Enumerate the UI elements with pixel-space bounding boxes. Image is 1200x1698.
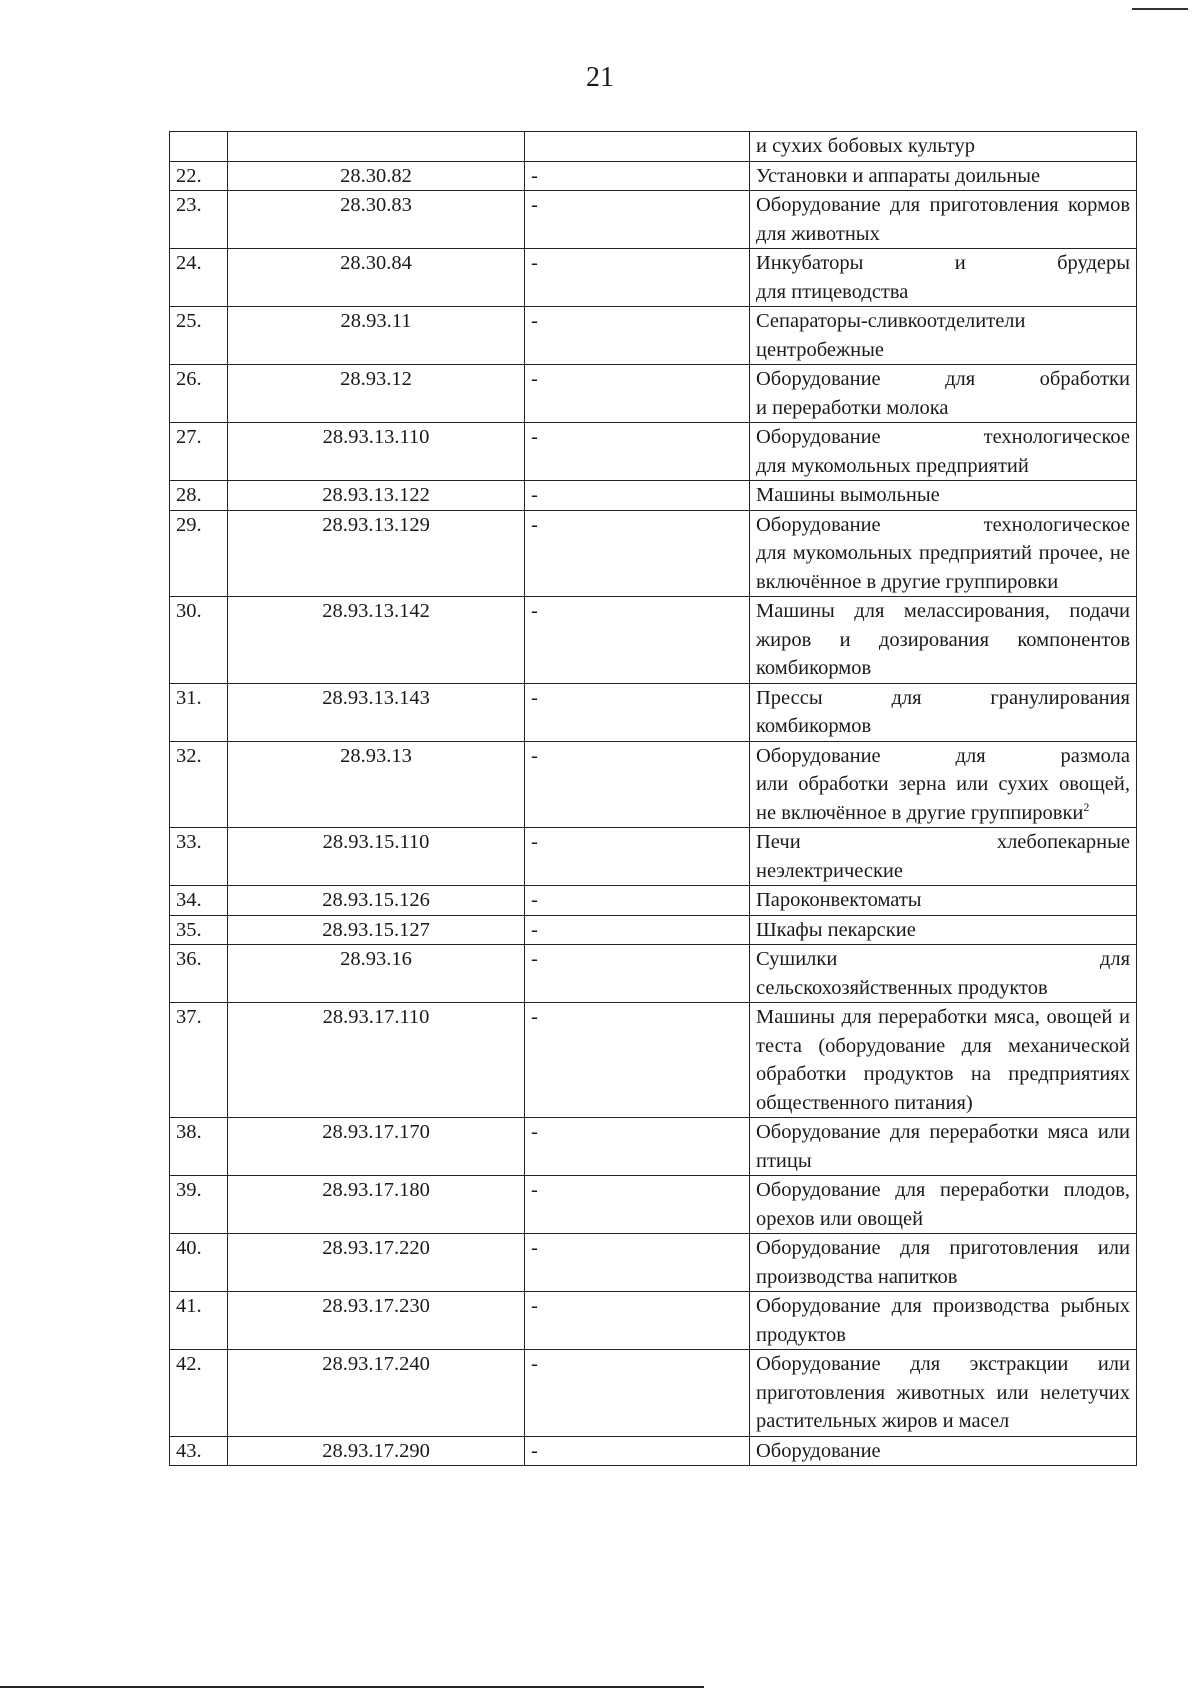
okpd-code: 28.93.17.290 (228, 1436, 525, 1466)
okpd-code: 28.93.11 (228, 307, 525, 365)
table-row (170, 915, 1137, 945)
table-row (170, 161, 1137, 191)
item-name: Машины для переработки мяса, овощей и теста (оборудование для механической обработки продуктов на предприятиях общественного питания) (750, 1003, 1137, 1118)
table-row (170, 191, 1137, 249)
row-number: 26. (170, 365, 228, 423)
item-name (750, 365, 1137, 423)
item-name: Оборудование для приготовления кормов для животных (750, 191, 1137, 249)
row-number: 39. (170, 1176, 228, 1234)
okpd-code: 28.93.13.143 (228, 683, 525, 741)
item-name-line: Оборудование для размола (756, 744, 1130, 767)
item-name-line: неэлектрические (756, 859, 903, 882)
table-row (170, 423, 1137, 481)
row-number: 24. (170, 249, 228, 307)
item-name (750, 249, 1137, 307)
item-name-line: центробежные (756, 338, 885, 361)
item-name-line: Оборудование технологическое (756, 513, 1130, 536)
okpd-code: 28.93.15.110 (228, 828, 525, 886)
item-name: Оборудование (750, 1436, 1137, 1466)
row-number: 35. (170, 915, 228, 945)
table-row (170, 249, 1137, 307)
row-number: 41. (170, 1292, 228, 1350)
okpd-code: 28.93.17.170 (228, 1118, 525, 1176)
row-dash: - (525, 828, 750, 886)
table-row (170, 365, 1137, 423)
row-number: 30. (170, 597, 228, 684)
row-dash: - (525, 1118, 750, 1176)
item-name: Пароконвектоматы (750, 886, 1137, 916)
equipment-table (169, 131, 1137, 1466)
item-name: Оборудование для экстракции или приготовления животных или нелетучих растительных жиров и масел (750, 1350, 1137, 1437)
okpd-code: 28.93.13.142 (228, 597, 525, 684)
row-dash: - (525, 945, 750, 1003)
row-dash: - (525, 191, 750, 249)
table-row (170, 1176, 1137, 1234)
item-name: Шкафы пекарские (750, 915, 1137, 945)
item-name-line: и переработки молока (756, 396, 949, 419)
row-dash: - (525, 365, 750, 423)
table-row (170, 132, 1137, 162)
bottom-edge-rule (0, 1686, 704, 1688)
row-number: 23. (170, 191, 228, 249)
table-row (170, 597, 1137, 684)
okpd-code: 28.93.16 (228, 945, 525, 1003)
item-name-text: или обработки зерна или сухих овощей, не включённое в другие группировки (756, 773, 1130, 824)
table-row (170, 1003, 1137, 1118)
row-dash: - (525, 1003, 750, 1118)
item-name (750, 510, 1137, 597)
row-number: 43. (170, 1436, 228, 1466)
row-number: 29. (170, 510, 228, 597)
table-row (170, 307, 1137, 365)
table-row (170, 1350, 1137, 1437)
row-number: 22. (170, 161, 228, 191)
row-number: 34. (170, 886, 228, 916)
table-row (170, 828, 1137, 886)
row-dash: - (525, 915, 750, 945)
item-name-line: Сушилки для (756, 948, 1130, 970)
row-dash: - (525, 1292, 750, 1350)
row-number (170, 132, 228, 162)
table-row (170, 481, 1137, 511)
item-name-line: для птицеводства (756, 280, 909, 303)
item-name: и сухих бобовых культур (750, 132, 1137, 162)
item-name: Оборудование для переработки мяса или птицы (750, 1118, 1137, 1176)
row-dash: - (525, 481, 750, 511)
row-number: 25. (170, 307, 228, 365)
okpd-code: 28.93.15.126 (228, 886, 525, 916)
row-dash: - (525, 597, 750, 684)
okpd-code (228, 132, 525, 162)
row-dash (525, 132, 750, 162)
okpd-code: 28.30.84 (228, 249, 525, 307)
okpd-code: 28.93.15.127 (228, 915, 525, 945)
page-number: 21 (586, 62, 614, 93)
item-name-line: Инкубаторы и брудеры (756, 252, 1130, 274)
okpd-code: 28.30.82 (228, 161, 525, 191)
item-name: Установки и аппараты доильные (750, 161, 1137, 191)
row-number: 32. (170, 741, 228, 828)
item-name: Машины вымольные (750, 481, 1137, 511)
okpd-code: 28.93.17.230 (228, 1292, 525, 1350)
item-name: Оборудование для производства рыбных продуктов (750, 1292, 1137, 1350)
row-dash: - (525, 886, 750, 916)
item-name (750, 945, 1137, 1003)
item-name: Оборудование для приготовления или производства напитков (750, 1234, 1137, 1292)
item-name-line: для мукомольных предприятий (756, 454, 1029, 477)
table-row (170, 683, 1137, 741)
row-dash: - (525, 1176, 750, 1234)
table-row (170, 1436, 1137, 1466)
okpd-code: 28.93.13 (228, 741, 525, 828)
row-dash: - (525, 307, 750, 365)
item-name (750, 423, 1137, 481)
item-name: Оборудование для переработки плодов, орехов или овощей (750, 1176, 1137, 1234)
table-row (170, 1234, 1137, 1292)
okpd-code: 28.93.12 (228, 365, 525, 423)
item-name (750, 741, 1137, 828)
row-number: 28. (170, 481, 228, 511)
item-name (750, 307, 1137, 365)
table-row (170, 510, 1137, 597)
table-row (170, 1118, 1137, 1176)
row-number: 40. (170, 1234, 228, 1292)
row-number: 42. (170, 1350, 228, 1437)
row-number: 37. (170, 1003, 228, 1118)
okpd-code: 28.30.83 (228, 191, 525, 249)
table-row (170, 886, 1137, 916)
table-row (170, 1292, 1137, 1350)
top-edge-rule (1132, 8, 1188, 10)
item-name-line: для мукомольных предприятий прочее, не включённое в другие группировки (756, 542, 1130, 593)
row-dash: - (525, 1350, 750, 1437)
item-name-line: комбикормов (756, 715, 872, 737)
okpd-code: 28.93.17.180 (228, 1176, 525, 1234)
row-dash: - (525, 423, 750, 481)
item-name (750, 828, 1137, 886)
row-number: 33. (170, 828, 228, 886)
row-dash: - (525, 683, 750, 741)
row-dash: - (525, 1436, 750, 1466)
item-name (750, 683, 1137, 741)
row-dash: - (525, 249, 750, 307)
item-name: Машины для мелассирования, подачи жиров и дозирования компонентов комбикормов (750, 597, 1137, 684)
okpd-code: 28.93.13.110 (228, 423, 525, 481)
footnote-marker: 2 (1083, 799, 1090, 814)
item-name-line (756, 770, 1130, 827)
row-number: 31. (170, 683, 228, 741)
item-name-line: Оборудование технологическое (756, 426, 1130, 448)
row-number: 36. (170, 945, 228, 1003)
row-number: 38. (170, 1118, 228, 1176)
item-name-line: Сепараторы-сливкоотделители (756, 310, 1026, 332)
okpd-code: 28.93.13.129 (228, 510, 525, 597)
row-dash: - (525, 741, 750, 828)
row-dash: - (525, 510, 750, 597)
okpd-code: 28.93.17.220 (228, 1234, 525, 1292)
okpd-code: 28.93.17.240 (228, 1350, 525, 1437)
table-row (170, 945, 1137, 1003)
item-name-line: Оборудование для обработки (756, 368, 1130, 390)
item-name-line: Печи хлебопекарные (756, 831, 1130, 853)
table-row (170, 741, 1137, 828)
row-dash: - (525, 161, 750, 191)
row-dash: - (525, 1234, 750, 1292)
item-name-line: сельскохозяйственных продуктов (756, 976, 1048, 999)
item-name-line: Прессы для гранулирования (756, 686, 1130, 709)
okpd-code: 28.93.13.122 (228, 481, 525, 511)
okpd-code: 28.93.17.110 (228, 1003, 525, 1118)
row-number: 27. (170, 423, 228, 481)
